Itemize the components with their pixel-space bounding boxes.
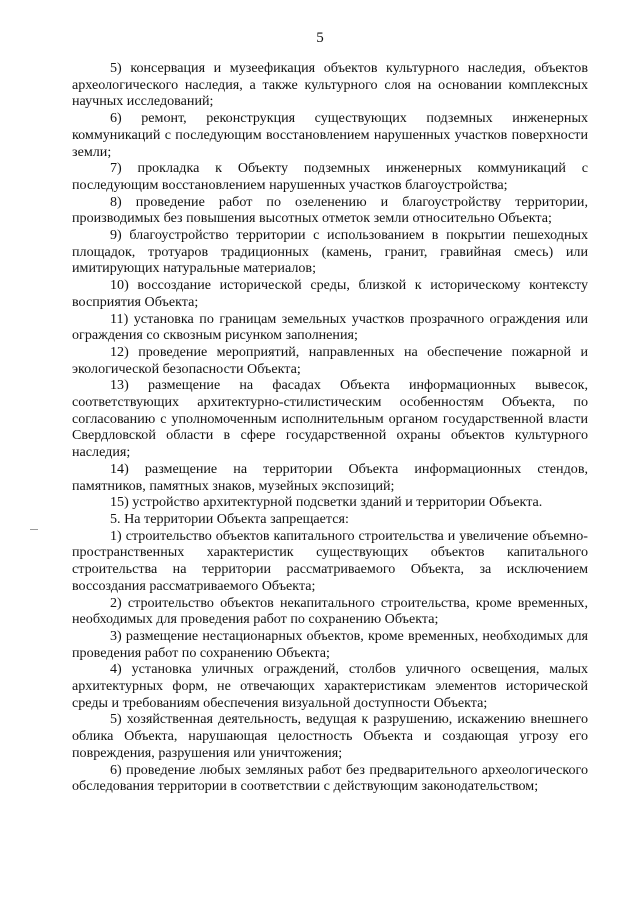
margin-mark <box>30 529 38 530</box>
paragraph-item-13-signage: 13) размещение на фасадах Объекта информационных вывесок, соответствующих архитектурно-стилистическим особенностям Объекта, по согласованию с уполномоченным исполнительным органом государственной власти Свердловской области в сфере государственной охраны объектов культурного наследия; <box>72 377 588 461</box>
prohibited-item-2-temporary: 2) строительство объектов некапитального строительства, кроме временных, необходимых для проведения работ по сохранению Объекта; <box>72 594 588 628</box>
paragraph-item-8-landscaping: 8) проведение работ по озеленению и благоустройству территории, производимых без повышения высотных отметок земли относительно Объекта; <box>72 193 588 227</box>
paragraph-item-12-safety: 12) проведение мероприятий, направленных на обеспечение пожарной и экологической безопасности Объекта; <box>72 343 588 377</box>
prohibited-item-4-fences: 4) установка уличных ограждений, столбов уличного освещения, малых архитектурных форм, не отвечающих характеристикам элементов исторической среды и требованиям обеспечения визуальной доступности Объекта; <box>72 661 588 711</box>
section-heading-prohibited: 5. На территории Объекта запрещается: <box>110 510 349 527</box>
paragraph-item-6-repair: 6) ремонт, реконструкция существующих подземных инженерных коммуникаций с последующим восстановлением нарушенных участков поверхности земли; <box>72 110 588 160</box>
document-body <box>72 60 588 795</box>
prohibited-item-1-construction: 1) строительство объектов капитального строительства и увеличение объемно-пространственных характеристик существующих объектов капитального строительства на территории рассматриваемого Объекта, за исключением воссоздания рассматриваемого Объекта; <box>72 527 588 594</box>
paragraph-item-10-recreation: 10) воссоздание исторической среды, близкой к историческому контексту восприятия Объекта; <box>72 277 588 310</box>
page-number: 5 <box>316 30 324 46</box>
prohibited-item-5-economic: 5) хозяйственная деятельность, ведущая к разрушению, искажению внешнего облика Объекта, нарушающая целостность Объекта и создающая угрозу его повреждения, разрушения или уничтожения; <box>72 711 588 761</box>
paragraph-item-9-improvement: 9) благоустройство территории с использованием в покрытии пешеходных площадок, тротуаров традиционных (камень, гранит, гравийная смесь) или имитирующих натуральные материалов; <box>72 227 588 277</box>
paragraph-item-11-fencing: 11) установка по границам земельных участков прозрачного ограждения или ограждения со сквозным рисунком заполнения; <box>72 310 588 344</box>
paragraph-item-7-laying: 7) прокладка к Объекту подземных инженерных коммуникаций с последующим восстановлением нарушенных участков благоустройства; <box>72 160 588 193</box>
prohibited-item-3-nonstationary: 3) размещение нестационарных объектов, кроме временных, необходимых для проведения работ по сохранению Объекта; <box>72 627 588 661</box>
paragraph-item-14-stands: 14) размещение на территории Объекта информационных стендов, памятников, памятных знаков, музейных экспозиций; <box>72 460 588 494</box>
paragraph-item-15-lighting: 15) устройство архитектурной подсветки зданий и территории Объекта. <box>110 494 543 511</box>
prohibited-item-6-earthworks: 6) проведение любых земляных работ без предварительного археологического обследования территории в соответствии с действующим законодательством; <box>72 761 588 795</box>
paragraph-item-5-conservation: 5) консервация и музеефикация объектов культурного наследия, объектов археологического наследия, а также культурного слоя на основании комплексных научных исследований; <box>72 60 588 110</box>
